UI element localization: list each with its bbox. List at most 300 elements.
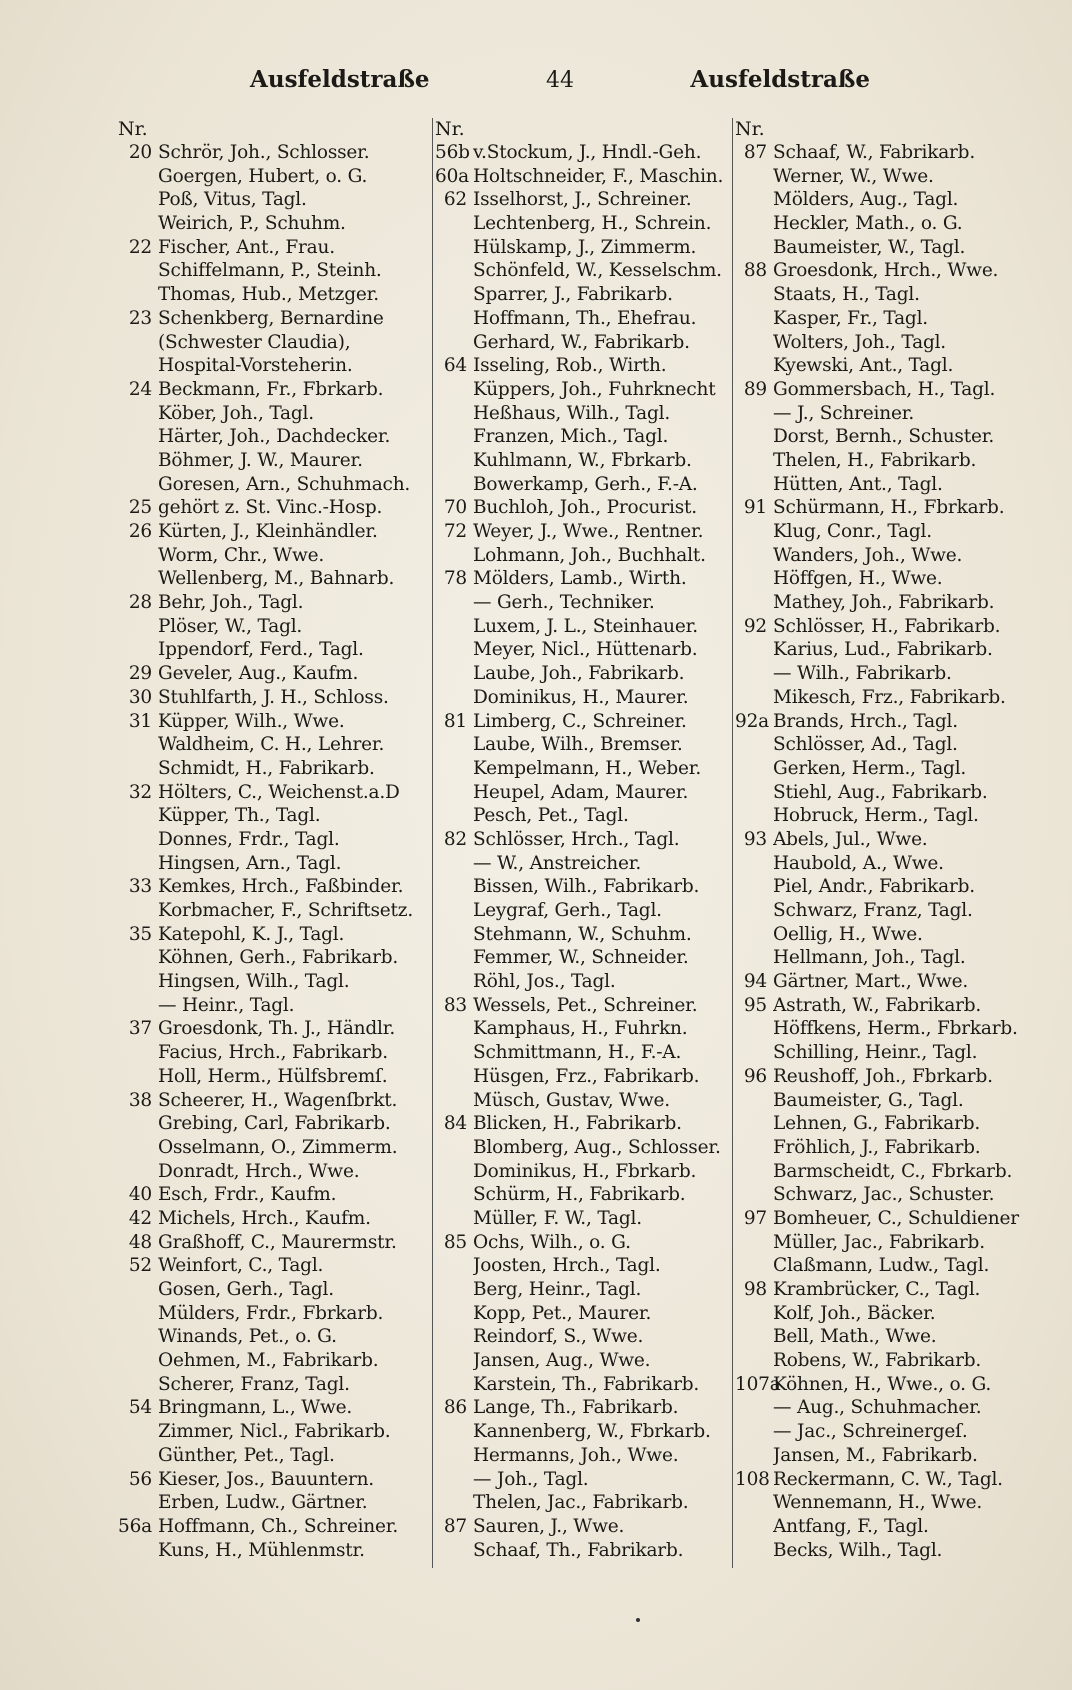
directory-entry <box>733 520 1033 544</box>
resident-entry: Robens, W., Fabrikarb. <box>773 1350 982 1372</box>
directory-entry <box>733 733 1033 757</box>
house-number <box>118 354 158 378</box>
resident-entry: Thelen, H., Fabrikarb. <box>773 449 977 471</box>
directory-entry <box>733 331 1033 355</box>
resident-entry: Mölders, Lamb., Wirth. <box>473 568 687 590</box>
house-number: 52 <box>128 1255 152 1277</box>
directory-entry <box>733 946 1033 970</box>
resident-entry: Goresen, Arn., Schuhmach. <box>158 473 411 495</box>
house-number <box>735 1396 773 1420</box>
directory-entry <box>433 307 733 331</box>
resident-entry: Hingsen, Wilh., Tagl. <box>158 971 350 993</box>
resident-entry: Reckermann, C. W., Tagl. <box>773 1468 1003 1490</box>
house-number <box>118 1065 158 1089</box>
house-number <box>118 1491 158 1515</box>
directory-entry <box>433 946 733 970</box>
resident-entry: Berg, Heinr., Tagl. <box>473 1279 642 1300</box>
house-number: 37 <box>128 1018 152 1040</box>
house-number <box>118 1539 158 1563</box>
directory-entry <box>433 1444 733 1468</box>
directory-entry <box>733 875 1033 899</box>
directory-entry <box>118 923 436 947</box>
house-number <box>735 757 773 781</box>
resident-entry: Fischer, Ant., Frau. <box>158 236 335 258</box>
resident-entry: — Wilh., Fabrikarb. <box>773 663 952 685</box>
house-number: 70 <box>443 497 467 519</box>
directory-entry <box>733 1254 1033 1278</box>
directory-entry <box>118 875 436 899</box>
house-number: 87 <box>743 142 767 163</box>
directory-entry <box>733 1349 1033 1373</box>
resident-entry: Karstein, Th., Fabrikarb. <box>473 1373 700 1395</box>
resident-entry: Mikesch, Frz., Fabrikarb. <box>773 686 1006 708</box>
directory-entry <box>733 1420 1033 1444</box>
resident-entry: Schmittmann, H., F.-A. <box>473 1042 682 1064</box>
directory-entry <box>433 1278 733 1302</box>
resident-entry: Heckler, Math., o. G. <box>773 213 963 235</box>
directory-entry <box>733 662 1033 686</box>
house-number <box>118 1420 158 1444</box>
resident-entry: Hellmann, Joh., Tagl. <box>773 947 966 969</box>
house-number <box>435 781 473 805</box>
resident-entry: Kempelmann, H., Weber. <box>473 757 701 779</box>
house-number: 23 <box>128 307 152 329</box>
house-number: 97 <box>743 1207 767 1229</box>
directory-entry <box>433 236 733 260</box>
directory-entry <box>118 567 436 591</box>
house-number <box>435 1278 473 1302</box>
house-number <box>735 852 773 876</box>
resident-entry: Wellenberg, M., Bahnarb. <box>158 568 395 590</box>
directory-entry <box>118 1065 436 1089</box>
resident-entry: Beckmann, Fr., Fbrkarb. <box>158 378 384 400</box>
resident-entry: Schwarz, Franz, Tagl. <box>773 900 973 921</box>
page-header <box>250 66 870 96</box>
directory-entry <box>433 852 733 876</box>
house-number <box>435 638 473 662</box>
directory-entry <box>733 1160 1033 1184</box>
directory-entry <box>733 1112 1033 1136</box>
house-number <box>735 283 773 307</box>
directory-entry <box>733 1468 1033 1492</box>
house-number <box>435 1041 473 1065</box>
directory-entry <box>118 1207 436 1231</box>
directory-entry <box>733 1302 1033 1326</box>
house-number <box>118 1041 158 1065</box>
house-number <box>435 733 473 757</box>
house-number <box>435 899 473 923</box>
directory-entry <box>433 899 733 923</box>
resident-entry: Hülskamp, J., Zimmerm. <box>473 236 697 258</box>
directory-entry <box>733 804 1033 828</box>
directory-entry <box>433 496 733 520</box>
resident-entry: Kieser, Jos., Bauuntern. <box>158 1468 374 1490</box>
directory-entry <box>118 496 436 520</box>
resident-entry: Stehmann, W., Schuhm. <box>473 923 692 945</box>
resident-entry: Graßhoff, C., Maurermstr. <box>158 1231 397 1253</box>
resident-entry: Scherer, Franz, Tagl. <box>158 1373 350 1395</box>
directory-entry <box>433 686 733 710</box>
directory-entry <box>733 236 1033 260</box>
house-number: 84 <box>443 1113 467 1135</box>
house-number: 35 <box>128 923 152 945</box>
resident-entry: Schlösser, H., Fabrikarb. <box>773 615 1001 637</box>
resident-entry: Kannenberg, W., Fbrkarb. <box>473 1421 711 1443</box>
house-number: 22 <box>128 236 152 258</box>
house-number: 107a <box>735 1373 781 1395</box>
resident-entry: Baumeister, W., Tagl. <box>773 236 966 258</box>
directory-entry <box>733 781 1033 805</box>
directory-entry <box>118 354 436 378</box>
directory-entry <box>433 1017 733 1041</box>
directory-entry <box>433 1231 733 1255</box>
resident-entry: Bomheuer, C., Schuldiener <box>773 1207 1019 1229</box>
resident-entry: Donnes, Frdr., Tagl. <box>158 828 340 850</box>
column-3 <box>732 118 1033 1568</box>
resident-entry: Luxem, J. L., Steinhauer. <box>473 615 698 637</box>
house-number <box>435 378 473 402</box>
resident-entry: Wennemann, H., Wwe. <box>773 1492 983 1514</box>
house-number: 24 <box>128 378 152 400</box>
directory-entry <box>733 994 1033 1018</box>
resident-entry: Groesdonk, Hrch., Wwe. <box>773 260 999 282</box>
house-number <box>118 567 158 591</box>
directory-entry <box>433 781 733 805</box>
directory-entry <box>733 1515 1033 1539</box>
house-number <box>435 875 473 899</box>
house-number <box>735 1302 773 1326</box>
resident-entry: Lehnen, G., Fabrikarb. <box>773 1113 981 1135</box>
house-number <box>118 1373 158 1397</box>
resident-entry: Facius, Hrch., Fabrikarb. <box>158 1042 388 1064</box>
directory-entry <box>118 1302 436 1326</box>
resident-entry: Höffgen, H., Wwe. <box>773 568 943 590</box>
directory-entry <box>733 496 1033 520</box>
house-number <box>435 662 473 686</box>
resident-entry: — Aug., Schuhmacher. <box>773 1397 982 1419</box>
house-number <box>735 686 773 710</box>
house-number <box>735 899 773 923</box>
directory-entry <box>733 1325 1033 1349</box>
resident-entry: Müller, Jac., Fabrikarb. <box>773 1231 985 1253</box>
resident-entry: Groesdonk, Th. J., Händlr. <box>158 1018 396 1040</box>
resident-entry: Scheerer, H., Wagenſbrkt. <box>158 1089 398 1111</box>
directory-entry <box>433 473 733 497</box>
house-number <box>735 1160 773 1184</box>
resident-entry: Küppers, Joh., Fuhrknecht <box>473 378 716 400</box>
house-number <box>118 899 158 923</box>
directory-entry <box>433 283 733 307</box>
house-number: 40 <box>128 1184 152 1206</box>
directory-entry <box>118 1491 436 1515</box>
directory-entry <box>118 710 436 734</box>
resident-entry: — Joh., Tagl. <box>473 1468 589 1490</box>
house-number <box>735 1041 773 1065</box>
resident-entry: Schmidt, H., Fabrikarb. <box>158 757 375 779</box>
directory-entry <box>433 733 733 757</box>
resident-entry: Höffkens, Herm., Fbrkarb. <box>773 1018 1018 1040</box>
directory-entry <box>118 733 436 757</box>
resident-entry: Franzen, Mich., Tagl. <box>473 426 669 448</box>
directory-entry <box>433 591 733 615</box>
house-number: 96 <box>743 1065 767 1087</box>
resident-entry: Schrör, Joh., Schlosser. <box>158 142 370 163</box>
house-number <box>435 1491 473 1515</box>
house-number <box>735 307 773 331</box>
house-number <box>735 946 773 970</box>
resident-entry: Werner, W., Wwe. <box>773 165 934 187</box>
resident-entry: Schaaf, Th., Fabrikarb. <box>473 1539 684 1561</box>
directory-entry <box>433 141 733 165</box>
directory-entry <box>733 1539 1033 1563</box>
house-number <box>735 733 773 757</box>
resident-entry: Lohmann, Joh., Buchhalt. <box>473 544 706 566</box>
directory-entry <box>733 1396 1033 1420</box>
resident-entry: Leygraf, Gerh., Tagl. <box>473 900 662 921</box>
resident-entry: Hingsen, Arn., Tagl. <box>158 852 342 874</box>
resident-entry: Köber, Joh., Tagl. <box>158 402 314 424</box>
house-number: 26 <box>128 521 152 542</box>
resident-entry: Reindorf, S., Wwe. <box>473 1326 644 1348</box>
directory-entry <box>433 923 733 947</box>
directory-entry <box>433 1491 733 1515</box>
resident-entry: — W., Anstreicher. <box>473 852 642 874</box>
directory-entry <box>433 1539 733 1563</box>
resident-entry: Kemkes, Hrch., Faßbinder. <box>158 876 404 898</box>
resident-entry: Staats, H., Tagl. <box>773 284 920 306</box>
house-number <box>118 615 158 639</box>
resident-entry: Esch, Frdr., Kaufm. <box>158 1184 337 1206</box>
house-number <box>118 283 158 307</box>
resident-entry: Stiehl, Aug., Fabrikarb. <box>773 781 988 803</box>
directory-entry <box>118 1396 436 1420</box>
house-number <box>435 1017 473 1041</box>
resident-entry: Dominikus, H., Maurer. <box>473 686 689 708</box>
resident-entry: Laube, Joh., Fabrikarb. <box>473 663 685 685</box>
resident-entry: Zimmer, Nicl., Fabrikarb. <box>158 1421 391 1443</box>
resident-entry: Bissen, Wilh., Fabrikarb. <box>473 876 700 898</box>
house-number: 30 <box>128 686 152 708</box>
resident-entry: Katepohl, K. J., Tagl. <box>158 923 345 945</box>
resident-entry: Antfang, F., Tagl. <box>773 1515 929 1537</box>
house-number <box>735 591 773 615</box>
directory-entry <box>118 283 436 307</box>
house-number <box>735 804 773 828</box>
house-number <box>435 1349 473 1373</box>
directory-entry <box>433 165 733 189</box>
resident-entry: Hüsgen, Frz., Fabrikarb. <box>473 1065 700 1087</box>
directory-entry <box>733 378 1033 402</box>
directory-entry <box>433 710 733 734</box>
directory-entry <box>733 923 1033 947</box>
house-number: 20 <box>128 142 152 163</box>
house-number <box>435 212 473 236</box>
resident-entry: Köhnen, H., Wwe., o. G. <box>773 1373 992 1395</box>
directory-entry <box>433 449 733 473</box>
directory-entry <box>733 1089 1033 1113</box>
resident-entry: Geveler, Aug., Kaufm. <box>158 663 359 685</box>
resident-entry: Lange, Th., Fabrikarb. <box>473 1397 679 1419</box>
resident-entry: Meyer, Nicl., Hüttenarb. <box>473 639 698 661</box>
house-number: 98 <box>743 1279 767 1300</box>
directory-entry <box>118 1420 436 1444</box>
resident-entry: Mölders, Aug., Tagl. <box>773 189 959 211</box>
resident-entry: Hospital-Vorsteherin. <box>158 355 353 377</box>
resident-entry: Fröhlich, J., Fabrikarb. <box>773 1136 981 1158</box>
directory-entry <box>733 141 1033 165</box>
directory-entry <box>733 1231 1033 1255</box>
house-number: 83 <box>443 994 467 1016</box>
directory-entry <box>118 425 436 449</box>
house-number <box>735 1491 773 1515</box>
directory-entry <box>433 828 733 852</box>
resident-entry: Schwarz, Jac., Schuster. <box>773 1184 995 1206</box>
directory-entry <box>733 402 1033 426</box>
resident-entry: Erben, Ludw., Gärtner. <box>158 1492 368 1514</box>
house-number <box>735 236 773 260</box>
running-head-left: Ausfeldstraße <box>250 66 430 93</box>
directory-entry <box>733 1065 1033 1089</box>
house-number <box>435 402 473 426</box>
house-number <box>435 1136 473 1160</box>
house-number <box>735 449 773 473</box>
resident-entry: Heupel, Adam, Maurer. <box>473 781 689 803</box>
resident-entry: Haubold, A., Wwe. <box>773 852 944 874</box>
house-number <box>735 354 773 378</box>
house-number <box>435 970 473 994</box>
directory-entry <box>118 1017 436 1041</box>
directory-entry <box>433 1112 733 1136</box>
house-number <box>735 425 773 449</box>
directory-entry <box>433 567 733 591</box>
house-number <box>435 923 473 947</box>
directory-entry <box>733 449 1033 473</box>
house-number <box>435 449 473 473</box>
resident-entry: Kasper, Fr., Tagl. <box>773 307 928 329</box>
house-number <box>118 1278 158 1302</box>
resident-entry: Schlösser, Hrch., Tagl. <box>473 828 680 850</box>
house-number: 94 <box>743 971 767 993</box>
resident-entry: Hütten, Ant., Tagl. <box>773 473 943 495</box>
house-number <box>118 1136 158 1160</box>
house-number <box>735 402 773 426</box>
directory-entry <box>733 638 1033 662</box>
resident-entry: Dorst, Bernh., Schuster. <box>773 426 994 448</box>
house-number <box>118 1112 158 1136</box>
resident-entry: Holtschneider, F., Maschin. <box>473 165 724 187</box>
resident-entry: Winands, Pet., o. G. <box>158 1326 337 1348</box>
directory-entry <box>433 378 733 402</box>
house-number <box>735 1017 773 1041</box>
directory-entry <box>118 1278 436 1302</box>
house-number: 29 <box>128 663 152 685</box>
resident-entry: Mülders, Frdr., Fbrkarb. <box>158 1302 384 1324</box>
house-number: 32 <box>128 781 152 803</box>
resident-entry: Schenkberg, Bernardine <box>158 307 384 329</box>
house-number <box>118 425 158 449</box>
house-number <box>435 1302 473 1326</box>
house-number: 38 <box>128 1089 152 1111</box>
house-number <box>435 1420 473 1444</box>
resident-entry: Plöser, W., Tagl. <box>158 615 303 637</box>
resident-entry: Wessels, Pet., Schreiner. <box>473 994 698 1016</box>
directory-entry <box>433 1396 733 1420</box>
directory-entry <box>118 378 436 402</box>
resident-entry: — Heinr., Tagl. <box>158 994 295 1016</box>
resident-entry: Müller, F. W., Tagl. <box>473 1207 642 1229</box>
house-number <box>435 331 473 355</box>
house-number <box>735 662 773 686</box>
directory-entry <box>118 1041 436 1065</box>
resident-entry: Hermanns, Joh., Wwe. <box>473 1444 679 1466</box>
directory-entry <box>433 1065 733 1089</box>
resident-entry: Poß, Vitus, Tagl. <box>158 189 307 211</box>
resident-entry: Worm, Chr., Wwe. <box>158 544 325 566</box>
directory-entry <box>118 165 436 189</box>
resident-entry: — Gerh., Techniker. <box>473 592 655 614</box>
resident-entry: Weinfort, C., Tagl. <box>158 1255 324 1277</box>
directory-entry <box>733 544 1033 568</box>
directory-entry <box>433 544 733 568</box>
directory-entry <box>118 686 436 710</box>
directory-entry <box>118 1349 436 1373</box>
directory-entry <box>733 283 1033 307</box>
directory-entry <box>733 591 1033 615</box>
house-number <box>735 1089 773 1113</box>
house-number <box>435 1373 473 1397</box>
directory-entry <box>118 757 436 781</box>
resident-entry: Isselhorst, J., Schreiner. <box>473 189 692 211</box>
directory-entry <box>733 259 1033 283</box>
house-number <box>735 1539 773 1563</box>
house-number <box>735 165 773 189</box>
house-number: 33 <box>128 876 152 898</box>
printer-dot <box>636 1618 640 1622</box>
directory-entry <box>733 473 1033 497</box>
house-number <box>735 1136 773 1160</box>
house-number: 25 <box>128 497 152 519</box>
directory-entry <box>733 1444 1033 1468</box>
resident-entry: Schürmann, H., Fbrkarb. <box>773 497 1005 519</box>
resident-entry: Joosten, Hrch., Tagl. <box>473 1255 661 1277</box>
house-number <box>435 544 473 568</box>
resident-entry: Limberg, C., Schreiner. <box>473 710 687 732</box>
directory-entry <box>433 1349 733 1373</box>
house-number <box>735 473 773 497</box>
resident-entry: Gommersbach, H., Tagl. <box>773 378 996 400</box>
house-number <box>435 283 473 307</box>
directory-entry <box>118 852 436 876</box>
house-number <box>118 970 158 994</box>
directory-entry <box>433 1160 733 1184</box>
house-number <box>118 828 158 852</box>
resident-entry: Bringmann, L., Wwe. <box>158 1397 353 1419</box>
resident-entry: Köhnen, Gerh., Fabrikarb. <box>158 947 399 969</box>
resident-entry: (Schwester Claudia), <box>158 331 351 353</box>
house-number <box>435 425 473 449</box>
resident-entry: Küpper, Wilh., Wwe. <box>158 710 345 732</box>
house-number <box>435 757 473 781</box>
directory-entry <box>118 994 436 1018</box>
resident-entry: Ochs, Wilh., o. G. <box>473 1231 631 1253</box>
house-number <box>118 852 158 876</box>
directory-entry <box>733 686 1033 710</box>
resident-entry: Laube, Wilh., Bremser. <box>473 734 683 756</box>
resident-entry: Stuhlfarth, J. H., Schloss. <box>158 686 389 708</box>
directory-entry <box>733 1491 1033 1515</box>
directory-entry <box>433 1183 733 1207</box>
resident-entry: Sauren, J., Wwe. <box>473 1515 625 1537</box>
